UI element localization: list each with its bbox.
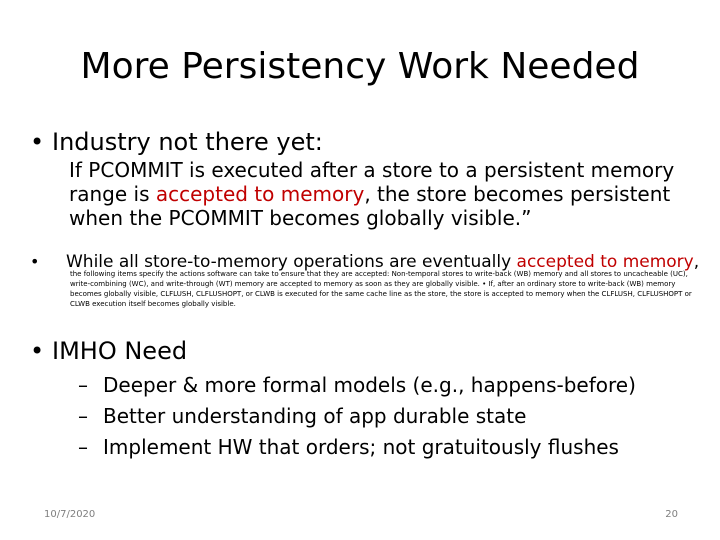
page-number: 20	[665, 509, 678, 520]
sub-item	[78, 371, 636, 399]
quote-highlight: accepted to memory	[155, 182, 365, 206]
sub-item-text: Implement HW that orders; not gratuitously flushes	[103, 435, 619, 459]
bullet-industry	[30, 127, 323, 157]
bullet-dot: •	[30, 128, 45, 156]
slide-title: More Persistency Work Needed	[80, 46, 640, 87]
pcommit-quote	[69, 158, 679, 230]
store-ops-text-end: ,	[693, 252, 700, 272]
bullet-dot: •	[30, 252, 40, 271]
dash-marker: –	[78, 404, 88, 428]
dash-marker: –	[78, 373, 88, 397]
quote-text-start: If PCOMMIT is executed after a store to a persistent memory range is	[69, 158, 675, 206]
quote-text-end: , the store becomes persistent when the PCOMMIT becomes globally visible.”	[69, 182, 671, 230]
fine-print-paragraph: the following items specify the actions software can take to ensure that they are accepted: Non-temporal stores to write-back (WB) memory and all stores to uncacheable (UC), write-combining (WC), and write-through (WT) memory are accepted to memory as soon as they are globally visible. • If, after an ordinary store to write-back (WB) memory becomes globally visible, CLFLUSH, CLFLUSHOPT, or CLWB is executed for the same cache line as the store, the store is accepted to memory when the CLFLUSH, CLFLUSHOPT or CLWB execution itself becomes globally visible.	[70, 270, 692, 308]
bullet-imho	[30, 336, 187, 366]
footer-date: 10/7/2020	[44, 509, 96, 520]
sub-item	[78, 433, 619, 461]
sub-item	[78, 402, 526, 430]
bullet-dot: •	[30, 337, 45, 365]
store-ops-highlight: accepted to memory	[516, 252, 694, 272]
bullet-imho-text: IMHO Need	[52, 337, 188, 365]
sub-item-text: Deeper & more formal models (e.g., happens-before)	[103, 373, 636, 397]
dash-marker: –	[78, 435, 88, 459]
bullet-industry-text: Industry not there yet:	[52, 128, 323, 156]
sub-item-text: Better understanding of app durable state	[103, 404, 527, 428]
store-ops-text-start: While all store-to-memory operations are eventually	[66, 252, 517, 272]
